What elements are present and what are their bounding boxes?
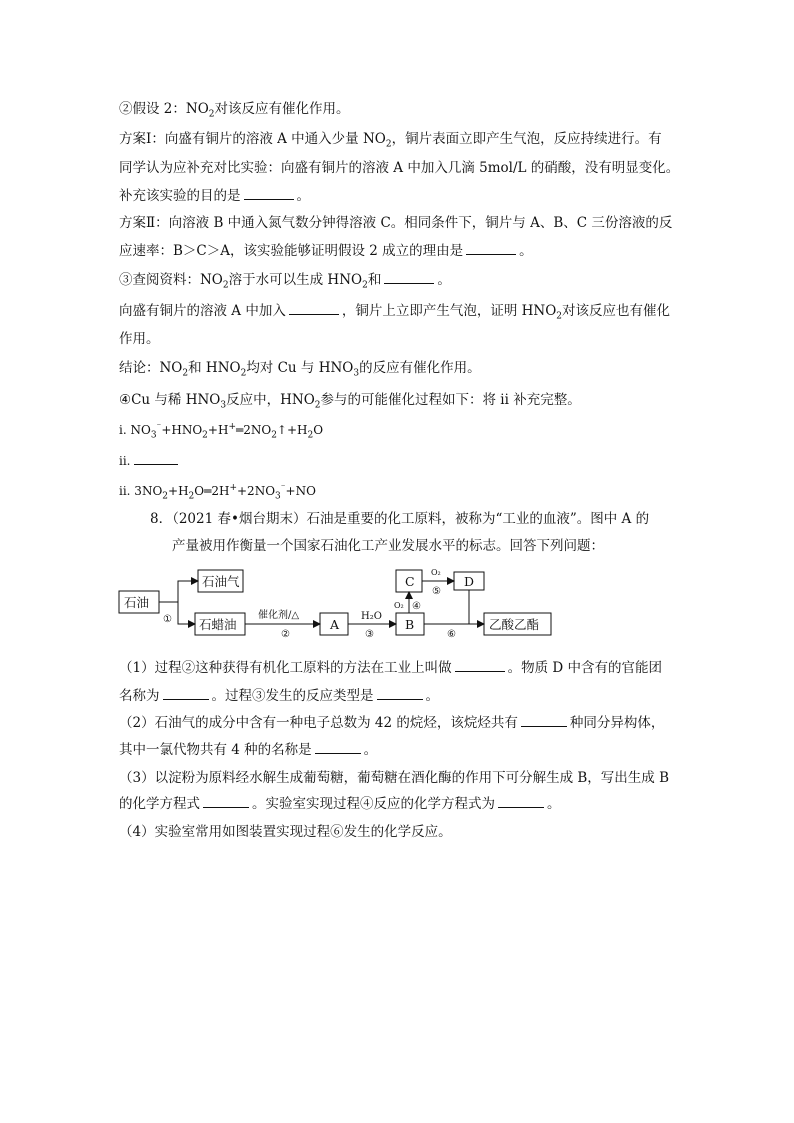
experiment-line-2: 作用。 <box>119 331 160 347</box>
answer-blank[interactable] <box>134 452 178 465</box>
q8-part-3-line-1: （3）以淀粉为原料经水解生成葡萄糖，葡萄糖在酒化酶的作用下可分解生成 B，写出生成 B <box>119 770 670 786</box>
d-label: D <box>464 574 475 589</box>
answer-blank[interactable] <box>455 659 505 672</box>
oil-label: 石油 <box>124 595 150 610</box>
experiment-line-1: 向盛有铜片的溶液 A 中加入 ，铜片上立即产生气泡，证明 $HNO_2$对该反应也有催化 <box>119 303 671 322</box>
answer-blank[interactable] <box>466 242 516 255</box>
q8-part-1-line-2: 名称为 。过程③发生的反应类型是 。 <box>119 688 439 704</box>
step-4-label: ④ <box>412 601 421 612</box>
equation-i: i. $NO_3^{^-}+HNO_2+H^+═2NO_2↑+H_2O$ <box>119 422 324 441</box>
plan-2-line-1: 方案Ⅱ：向溶液 B 中通入氮气数分钟得溶液 C。相同条件下，铜片与 A、B、C 三份溶液的反 <box>119 215 673 231</box>
q8-part-2-line-2: 其中一氯代物共有 4 种的名称是 。 <box>119 742 378 758</box>
catalyst-label: 催化剂/△ <box>258 610 300 621</box>
conclusion-line: 结论：$NO_2$和 $HNO_2$均对 Cu 与 $HNO_3$的反应有催化作用。 <box>119 360 481 379</box>
a-label: A <box>330 617 340 632</box>
hypothesis-2: ②假设 2：$NO_2$对该反应有催化作用。 <box>119 101 350 120</box>
answer-blank[interactable] <box>315 741 361 754</box>
answer-blank[interactable] <box>244 187 294 200</box>
answer-blank[interactable] <box>203 795 249 808</box>
lookup-line: ③查阅资料：$NO_2$溶于水可以生成 $HNO_2$和 。 <box>119 272 451 291</box>
o2-label-5: O₂ <box>431 568 441 577</box>
plan-1-line-2: 同学认为应补充对比实验：向盛有铜片的溶液 A 中加入几滴 5mol/L 的硝酸，没有明显变化。 <box>119 160 680 176</box>
equation-iii: ii. $3NO_2+H_2O═2H^++2NO_3^{^-}+NO$ <box>119 483 316 502</box>
o2-label-4: O₂ <box>394 601 404 610</box>
answer-blank[interactable] <box>163 687 209 700</box>
q8-part-4: （4）实验室常用如图装置实现过程⑥发生的化学反应。 <box>119 824 452 840</box>
answer-blank[interactable] <box>384 271 434 284</box>
plan-2-line-2: 应速率：B＞C＞A，该实验能够证明假设 2 成立的理由是 。 <box>119 243 533 259</box>
step-1-label: ① <box>163 614 172 625</box>
q8-part-1-line-1: （1）过程②这种获得有机化工原料的方法在工业上叫做 。物质 D 中含有的官能团 <box>119 660 662 676</box>
water-label: H₂O <box>361 611 382 622</box>
q8-part-3-line-2: 的化学方程式 。实验室实现过程④反应的化学方程式为 。 <box>119 796 561 812</box>
plan-1-line-3: 补充该实验的目的是 。 <box>119 188 310 204</box>
q8-part-2-line-1: （2）石油气的成分中含有一种电子总数为 42 的烷烃，该烷烃共有 种同分异构体， <box>119 715 665 731</box>
question-8-line-1: 8．（2021 春•烟台期末）石油是重要的化工原料，被称为“工业的血液”。图中 A 的 <box>150 511 650 527</box>
product-label: 乙酸乙酯 <box>489 617 540 632</box>
answer-blank[interactable] <box>377 687 423 700</box>
reaction-flow-diagram <box>0 560 794 646</box>
c-label: C <box>405 574 415 589</box>
mechanism-intro: ④Cu 与稀 $HNO_3$反应中，$HNO_2$参与的可能催化过程如下：将 ii 补充完整。 <box>119 392 581 411</box>
question-8-line-2: 产量被用作衡量一个国家石油化工产业发展水平的标志。回答下列问题： <box>172 538 604 554</box>
answer-blank[interactable] <box>498 795 544 808</box>
plan-1-line-1: 方案Ⅰ：向盛有铜片的溶液 A 中通入少量 $NO_2$，铜片表面立即产生气泡，反应持续进行。有 <box>119 131 662 150</box>
gas-label: 石油气 <box>202 574 240 589</box>
step-5-label: ⑤ <box>432 586 441 597</box>
equation-ii: ii. <box>119 452 181 470</box>
b-label: B <box>405 617 415 632</box>
step-3-label: ③ <box>365 629 374 640</box>
wax-label: 石蜡油 <box>199 617 237 632</box>
step-6-label: ⑥ <box>447 629 456 640</box>
step-2-label: ② <box>281 629 290 640</box>
answer-blank[interactable] <box>289 302 339 315</box>
answer-blank[interactable] <box>521 714 567 727</box>
